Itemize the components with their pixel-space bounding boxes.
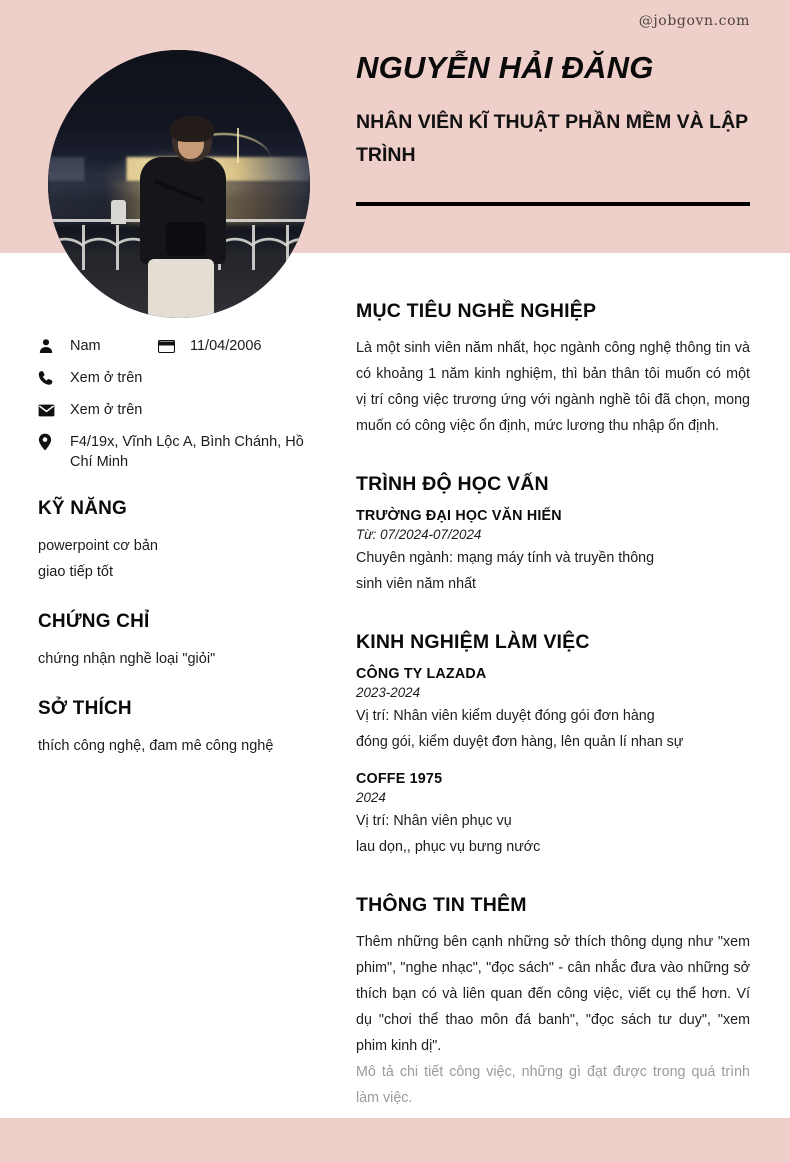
sidebar-heading-skills: KỸ NĂNG [38,498,128,519]
experience-company: COFFE 1975 [356,771,443,787]
section-heading-experience: KINH NGHIỆM LÀM VIỆC [356,631,590,653]
education-major: Chuyên ngành: mạng máy tính và truyền thông [356,550,655,566]
section-heading-additional-info: THÔNG TIN THÊM [356,894,527,916]
education-entry [356,508,750,597]
education-date: Từ: 07/2024-07/2024 [356,527,482,542]
footer-pink-band [0,1118,790,1162]
contact-birthdate-value: 11/04/2006 [190,338,262,354]
envelope-icon [38,400,58,420]
skill-item: giao tiếp tốt [38,564,113,580]
education-school: TRƯỜNG ĐẠI HỌC VĂN HIẾN [356,508,562,524]
main-content [356,300,750,1111]
contact-list [38,336,318,472]
section-heading-objective: MỤC TIÊU NGHỀ NGHIỆP [356,300,597,322]
experience-entry [356,771,750,860]
person-bag [166,222,206,256]
person-icon [38,336,58,356]
experience-duties: lau dọn,, phục vụ bưng nước [356,839,541,855]
experience-company: CÔNG TY LAZADA [356,666,487,682]
experience-position: Vị trí: Nhân viên kiểm duyệt đóng gói đơn hàng [356,708,655,724]
header-divider [356,202,750,206]
sidebar-heading-certificates: CHỨNG CHỈ [38,611,150,632]
person-shorts [148,259,214,318]
contact-gender-value: Nam [70,338,101,354]
spacer [356,597,750,631]
contact-email-value: Xem ở trên [70,402,143,418]
sidebar-heading-hobbies: SỞ THÍCH [38,698,132,719]
skill-item: powerpoint cơ bản [38,538,158,554]
hobby-item: thích công nghệ, đam mê công nghệ [38,738,274,754]
objective-body: Là một sinh viên năm nhất, học ngành công nghệ thông tin và có khoảng 1 năm kinh nghiệm, thì bản thân tôi muốn có một vị trí công việc trương ứng với ngành nghề tôi đã chọn, mong muốn có công việc ổn định, mức lương thu nhập ổn định. [356,340,750,434]
person-hair [170,116,214,142]
calendar-card-icon [158,336,178,356]
railing-post-cap [111,200,126,224]
experience-entry [356,666,750,755]
profile-photo [48,50,310,318]
section-objective [356,300,750,439]
section-experience [356,631,750,860]
additional-body: Thêm những bên cạnh những sở thích thông dụng như "xem phim", "nghe nhạc", "đọc sách" - cân nhắc đưa vào những sở thích bạn có và liên quan đến công việc, viết cụ thể hơn. Ví dụ "chơi thể thao môn đá banh", "đọc sách tư duy", "xem phim kinh dị". [356,934,750,1054]
contact-birthdate [158,336,262,356]
bridge-tower-right [237,128,239,163]
watermark: @jobgovn.com [638,13,750,29]
additional-note: Mô tả chi tiết công việc, những gì đạt được trong quá trình làm việc. [356,1064,750,1106]
experience-position: Vị trí: Nhân viên phục vụ [356,813,512,829]
spacer [356,860,750,894]
contact-row-address [38,432,318,472]
contact-phone-value: Xem ở trên [70,370,143,386]
contact-row-email [38,400,318,420]
experience-date: 2024 [356,790,386,805]
contact-row-phone [38,368,318,388]
contact-address-value: F4/19x, Vĩnh Lộc A, Bình Chánh, Hồ Chí Minh [70,434,304,470]
spacer [356,439,750,473]
phone-icon [38,368,58,388]
section-education [356,473,750,597]
candidate-name: NGUYỄN HẢI ĐĂNG [356,50,654,85]
contact-row-gender-birthdate [38,336,318,356]
candidate-job-title: NHÂN VIÊN KĨ THUẬT PHẦN MỀM VÀ LẬP TRÌNH [356,111,748,166]
section-additional-info [356,894,750,1111]
section-heading-education: TRÌNH ĐỘ HỌC VẤN [356,473,549,495]
experience-date: 2023-2024 [356,685,421,700]
education-note: sinh viên năm nhất [356,576,477,592]
sidebar [38,336,318,759]
certificate-item: chứng nhận nghề loại "giỏi" [38,651,216,667]
experience-duties: đóng gói, kiểm duyệt đơn hàng, lên quản lí nhan sự [356,734,684,750]
location-pin-icon [38,432,58,452]
profile-photo-image [48,50,310,318]
contact-gender [38,336,158,356]
